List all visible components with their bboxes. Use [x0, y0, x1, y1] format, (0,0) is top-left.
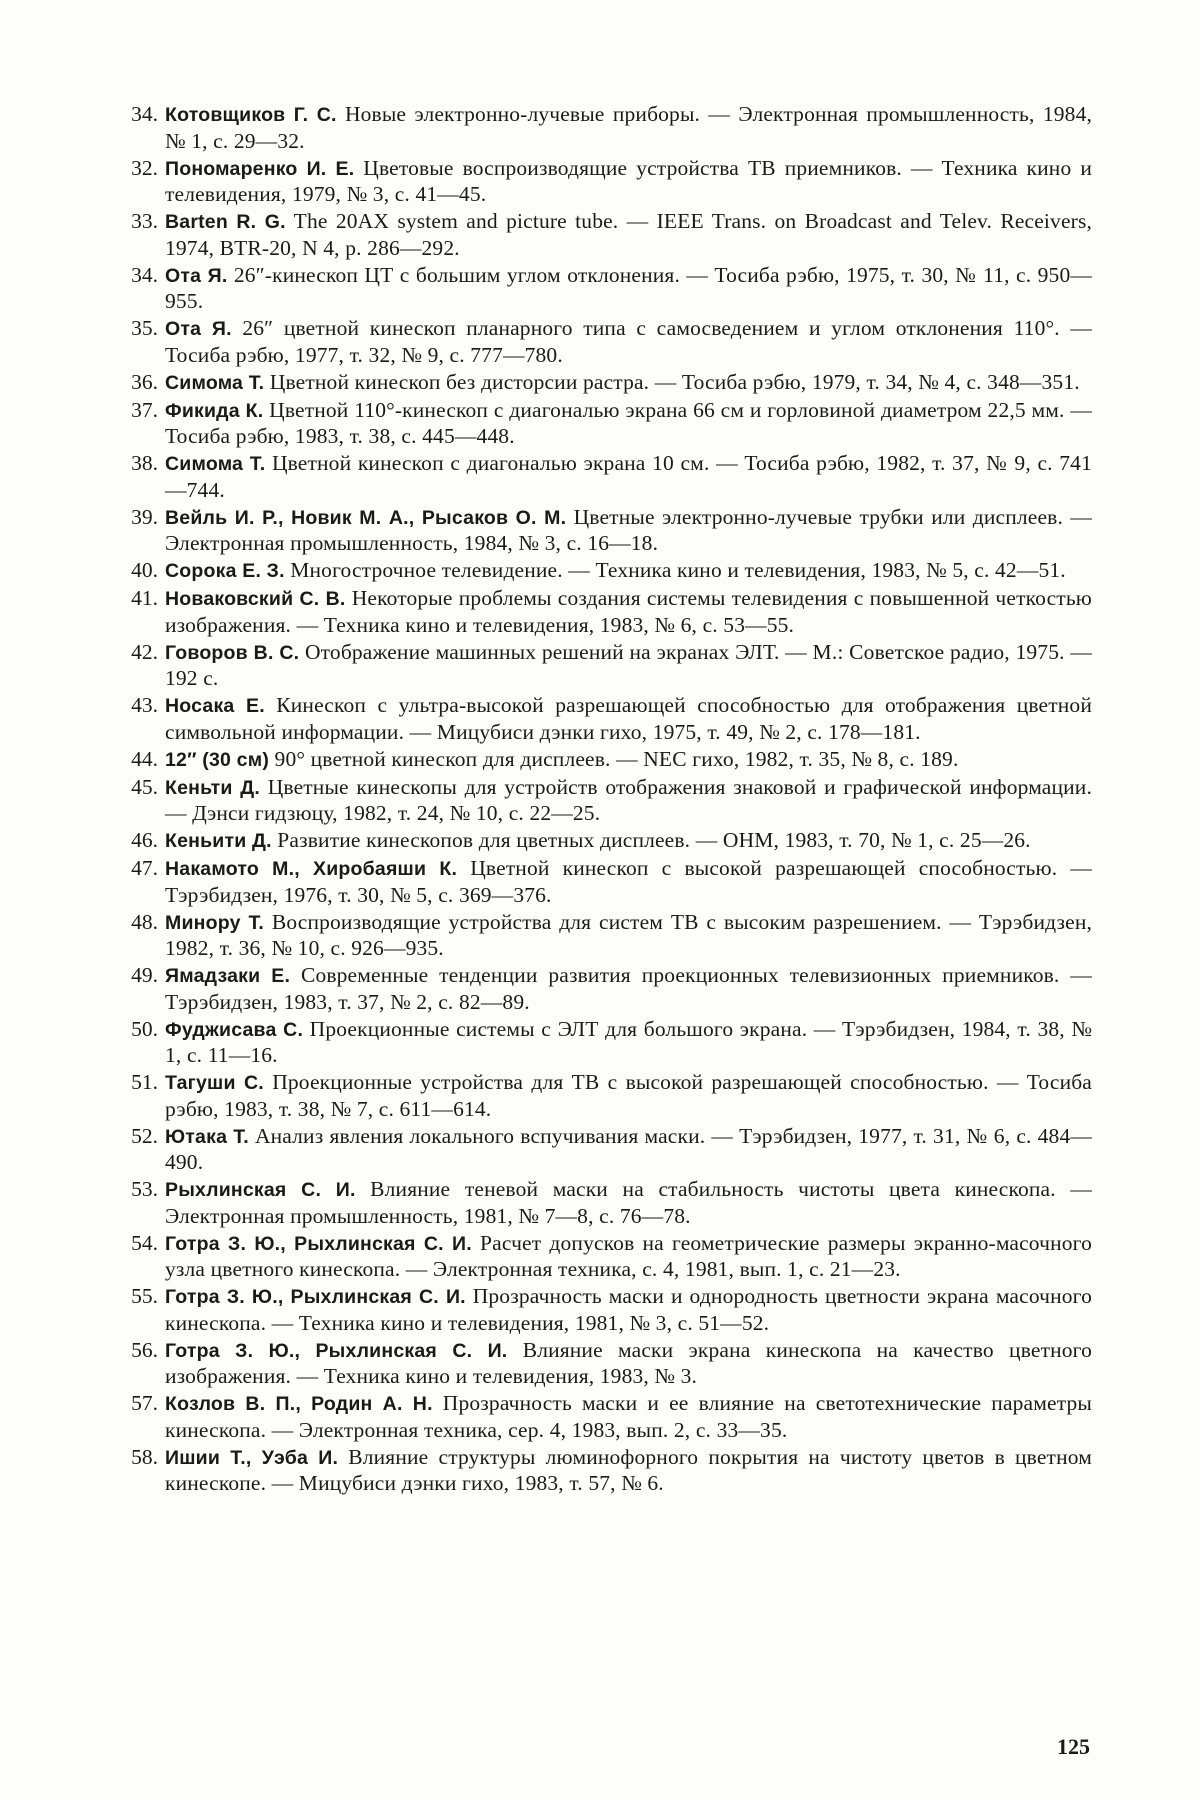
reference-body — [165, 558, 1092, 585]
reference-text: The 20AX system and picture tube. — IEEE Trans. on Broadcast and Telev. Receivers, 1974, BTR-20, N 4, p. 286—292. — [165, 209, 1092, 260]
reference-number: 50. — [120, 1017, 165, 1043]
reference-number: 57. — [120, 1391, 165, 1417]
reference-authors: Тагуши С. — [165, 1072, 264, 1094]
reference-entry — [120, 1338, 1092, 1390]
reference-body — [165, 1231, 1092, 1283]
reference-authors: Симома Т. — [165, 372, 264, 394]
reference-authors: 12″ (30 см) — [165, 749, 269, 771]
page-number: 125 — [1057, 1734, 1090, 1760]
reference-authors: Фикида К. — [165, 400, 263, 422]
reference-number: 52. — [120, 1124, 165, 1150]
reference-body — [165, 398, 1092, 450]
reference-number: 40. — [120, 558, 165, 584]
reference-text: Прозрачность маски и однородность цветности экрана масочного кинескопа. — Техника кино и телевидения, 1981, № 3, с. 51—52. — [165, 1284, 1092, 1335]
reference-text: Современные тенденции развития проекционных телевизионных приемников. — Тэрэбидзен, 1983, т. 37, № 2, с. 82—89. — [165, 963, 1092, 1014]
reference-entry — [120, 156, 1092, 208]
reference-body — [165, 828, 1092, 855]
reference-authors: Говоров В. С. — [165, 642, 299, 664]
reference-number: 49. — [120, 963, 165, 989]
reference-text: Цветовые воспроизводящие устройства ТВ приемников. — Техника кино и телевидения, 1979, № 3, с. 41—45. — [165, 156, 1092, 207]
reference-text: Цветной 110°-кинескоп с диагональю экрана 66 см и горловиной диаметром 22,5 мм. — Тосиба рэбю, 1983, т. 38, с. 445—448. — [165, 398, 1092, 449]
reference-body — [165, 640, 1092, 692]
reference-authors: Готра З. Ю., Рыхлинская С. И. — [165, 1233, 472, 1255]
reference-entry — [120, 451, 1092, 503]
reference-authors: Кеньти Д. — [165, 777, 260, 799]
reference-entry — [120, 1445, 1092, 1497]
reference-number: 41. — [120, 586, 165, 612]
reference-authors: Котовщиков Г. С. — [165, 104, 337, 126]
reference-entry — [120, 1284, 1092, 1336]
reference-entry — [120, 586, 1092, 638]
reference-body — [165, 505, 1092, 557]
reference-authors: Носака Е. — [165, 695, 265, 717]
reference-authors: Рыхлинская С. И. — [165, 1179, 356, 1201]
reference-authors: Пономаренко И. Е. — [165, 158, 354, 180]
reference-text: Влияние маски экрана кинескопа на качество цветного изображения. — Техника кино и телевидения, 1983, № 3. — [165, 1338, 1092, 1389]
reference-entry — [120, 1231, 1092, 1283]
reference-entry — [120, 1070, 1092, 1122]
reference-body — [165, 1124, 1092, 1176]
reference-authors: Новаковский С. В. — [165, 588, 346, 610]
reference-authors: Ямадзаки Е. — [165, 965, 290, 987]
reference-authors: Готра З. Ю., Рыхлинская С. И. — [165, 1286, 466, 1308]
reference-authors: Минору Т. — [165, 912, 264, 934]
reference-number: 44. — [120, 747, 165, 773]
reference-number: 34. — [120, 102, 165, 128]
reference-authors: Ютака Т. — [165, 1126, 249, 1148]
reference-entry — [120, 693, 1092, 745]
reference-entry — [120, 856, 1092, 908]
reference-authors: Ота Я. — [165, 265, 228, 287]
reference-number: 46. — [120, 828, 165, 854]
reference-body — [165, 1177, 1092, 1229]
reference-body — [165, 263, 1092, 315]
reference-number: 36. — [120, 370, 165, 396]
reference-body — [165, 102, 1092, 154]
reference-text: Воспроизводящие устройства для систем ТВ с высоким разрешением. — Тэрэбидзен, 1982, т. 36, № 10, с. 926—935. — [165, 910, 1092, 961]
reference-text: Некоторые проблемы создания системы телевидения с повышенной четкостью изображения. — Техника кино и телевидения, 1983, № 6, с. 53—55. — [165, 586, 1092, 637]
reference-body — [165, 1391, 1092, 1443]
reference-body — [165, 1338, 1092, 1390]
reference-number: 58. — [120, 1445, 165, 1471]
reference-text: Расчет допусков на геометрические размеры экранно-масочного узла цветного кинескопа. — Электронная техника, с. 4, 1981, вып. 1, с. 21—23. — [165, 1231, 1092, 1282]
reference-entry — [120, 209, 1092, 261]
reference-entry — [120, 316, 1092, 368]
reference-entry — [120, 640, 1092, 692]
reference-entry — [120, 263, 1092, 315]
reference-text: Цветной кинескоп с диагональю экрана 10 см. — Тосиба рэбю, 1982, т. 37, № 9, с. 741—744. — [165, 451, 1092, 502]
reference-authors: Симома Т. — [165, 453, 265, 475]
reference-body — [165, 156, 1092, 208]
reference-body — [165, 1445, 1092, 1497]
reference-number: 56. — [120, 1338, 165, 1364]
reference-authors: Сорока Е. З. — [165, 560, 285, 582]
reference-body — [165, 747, 1092, 774]
reference-body — [165, 775, 1092, 827]
book-page — [0, 0, 1200, 1800]
reference-entry — [120, 747, 1092, 774]
reference-number: 35. — [120, 316, 165, 342]
reference-text: Отображение машинных решений на экранах ЭЛТ. — М.: Советское радио, 1975. — 192 с. — [165, 640, 1092, 691]
reference-authors: Фуджисава С. — [165, 1019, 303, 1041]
reference-text: Кинескоп с ультра-высокой разрешающей способностью для отображения цветной символьной информации. — Мицубиси дэнки гихо, 1975, т. 49, № 2, с. 178—181. — [165, 693, 1092, 744]
reference-number: 51. — [120, 1070, 165, 1096]
reference-number: 54. — [120, 1231, 165, 1257]
reference-body — [165, 1284, 1092, 1336]
reference-authors: Barten R. G. — [165, 211, 286, 233]
reference-text: Анализ явления локального вспучивания маски. — Тэрэбидзен, 1977, т. 31, № 6, с. 484—490. — [165, 1124, 1092, 1175]
reference-entry — [120, 963, 1092, 1015]
reference-body — [165, 1070, 1092, 1122]
reference-list — [120, 102, 1092, 1498]
reference-number: 42. — [120, 640, 165, 666]
reference-authors: Козлов В. П., Родин А. Н. — [165, 1393, 433, 1415]
reference-text: 90° цветной кинескоп для дисплеев. — NEC гихо, 1982, т. 35, № 8, с. 189. — [275, 747, 959, 771]
reference-entry — [120, 1391, 1092, 1443]
reference-text: Новые электронно-лучевые приборы. — Электронная промышленность, 1984, № 1, с. 29—32. — [165, 102, 1092, 153]
reference-authors: Кеньити Д. — [165, 830, 272, 852]
reference-authors: Ишии Т., Уэба И. — [165, 1447, 338, 1469]
reference-text: Развитие кинескопов для цветных дисплеев. — OHM, 1983, т. 70, № 1, с. 25—26. — [277, 828, 1030, 852]
reference-number: 53. — [120, 1177, 165, 1203]
reference-number: 32. — [120, 156, 165, 182]
reference-entry — [120, 398, 1092, 450]
reference-authors: Готра З. Ю., Рыхлинская С. И. — [165, 1340, 507, 1362]
reference-body — [165, 209, 1092, 261]
reference-text: Проекционные системы с ЭЛТ для большого экрана. — Тэрэбидзен, 1984, т. 38, № 1, с. 11—16. — [165, 1017, 1092, 1068]
reference-text: Прозрачность маски и ее влияние на светотехнические параметры кинескопа. — Электронная техника, сер. 4, 1983, вып. 2, с. 33—35. — [165, 1391, 1092, 1442]
reference-body — [165, 910, 1092, 962]
reference-entry — [120, 558, 1092, 585]
reference-number: 37. — [120, 398, 165, 424]
reference-number: 45. — [120, 775, 165, 801]
reference-entry — [120, 1177, 1092, 1229]
reference-entry — [120, 775, 1092, 827]
reference-entry — [120, 1017, 1092, 1069]
reference-text: Многострочное телевидение. — Техника кино и телевидения, 1983, № 5, с. 42—51. — [290, 558, 1066, 582]
reference-body — [165, 586, 1092, 638]
reference-text: Цветной кинескоп без дисторсии растра. — Тосиба рэбю, 1979, т. 34, № 4, с. 348—351. — [270, 370, 1080, 394]
reference-authors: Вейль И. Р., Новик М. А., Рысаков О. М. — [165, 507, 566, 529]
reference-authors: Ота Я. — [165, 318, 232, 340]
reference-text: Цветной кинескоп с высокой разрешающей способностью. — Тэрэбидзен, 1976, т. 30, № 5, с. 369—376. — [165, 856, 1092, 907]
reference-entry — [120, 102, 1092, 154]
reference-body — [165, 856, 1092, 908]
reference-number: 39. — [120, 505, 165, 531]
reference-text: Цветные электронно-лучевые трубки или дисплеев. — Электронная промышленность, 1984, № 3, с. 16—18. — [165, 505, 1092, 556]
reference-number: 34. — [120, 263, 165, 289]
reference-body — [165, 451, 1092, 503]
reference-body — [165, 693, 1092, 745]
reference-number: 43. — [120, 693, 165, 719]
reference-text: Влияние теневой маски на стабильность чистоты цвета кинескопа. — Электронная промышленность, 1981, № 7—8, с. 76—78. — [165, 1177, 1092, 1228]
reference-number: 47. — [120, 856, 165, 882]
reference-text: Проекционные устройства для ТВ с высокой разрешающей способностью. — Тосиба рэбю, 1983, т. 38, № 7, с. 611—614. — [165, 1070, 1092, 1121]
reference-entry — [120, 1124, 1092, 1176]
reference-number: 48. — [120, 910, 165, 936]
reference-text: Цветные кинескопы для устройств отображения знаковой и графической информации. — Дэнси гидзюцу, 1982, т. 24, № 10, с. 22—25. — [165, 775, 1092, 826]
reference-text: Влияние структуры люминофорного покрытия на чистоту цветов в цветном кинескопе. — Мицубиси дэнки гихо, 1983, т. 57, № 6. — [165, 1445, 1092, 1496]
reference-authors: Накамото М., Хиробаяши К. — [165, 858, 457, 880]
reference-text: 26″-кинескоп ЦТ с большим углом отклонения. — Тосиба рэбю, 1975, т. 30, № 11, с. 950—955. — [165, 263, 1092, 314]
reference-body — [165, 370, 1092, 397]
reference-entry — [120, 910, 1092, 962]
reference-body — [165, 963, 1092, 1015]
reference-body — [165, 316, 1092, 368]
reference-text: 26″ цветной кинескоп планарного типа с самосведением и углом отклонения 110°. — Тосиба рэбю, 1977, т. 32, № 9, с. 777—780. — [165, 316, 1092, 367]
reference-entry — [120, 828, 1092, 855]
reference-body — [165, 1017, 1092, 1069]
reference-entry — [120, 505, 1092, 557]
reference-number: 38. — [120, 451, 165, 477]
reference-number: 55. — [120, 1284, 165, 1310]
reference-entry — [120, 370, 1092, 397]
reference-number: 33. — [120, 209, 165, 235]
